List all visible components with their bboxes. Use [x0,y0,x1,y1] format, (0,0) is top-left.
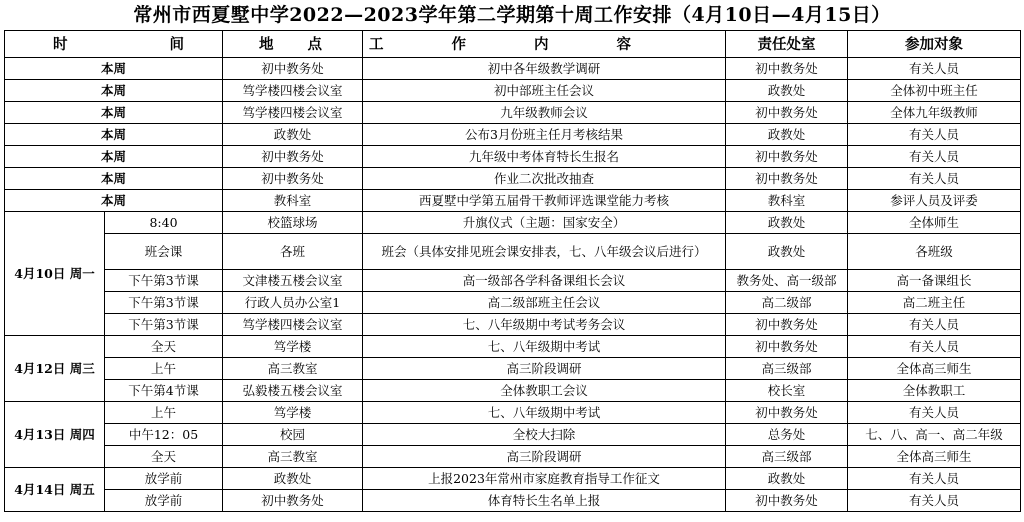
cell-dept: 初中教务处 [726,402,848,424]
cell-dept: 政教处 [726,80,848,102]
cell-dept: 初中教务处 [726,314,848,336]
table-row [5,234,1021,270]
cell-participants: 全体九年级教师 [848,102,1021,124]
cell-participants: 参评人员及评委 [848,190,1021,212]
cell-dept: 政教处 [726,212,848,234]
table-row [5,314,1021,336]
table-row [5,358,1021,380]
cell-content: 九年级教师会议 [363,102,726,124]
cell-day: 4月14日 周五 [5,468,105,512]
cell-place: 初中教务处 [223,146,363,168]
cell-time: 本周 [5,80,223,102]
schedule-table [4,30,1021,512]
table-row [5,490,1021,512]
cell-time: 班会课 [105,234,223,270]
cell-time: 本周 [5,190,223,212]
table-row [5,270,1021,292]
header-time [5,31,223,58]
header-place-b: 点 [307,35,322,53]
header-place-a: 地 [259,35,274,53]
cell-place: 校园 [223,424,363,446]
cell-content: 全体教职工会议 [363,380,726,402]
cell-content: 公布3月份班主任月考核结果 [363,124,726,146]
cell-participants: 各班级 [848,234,1021,270]
cell-participants: 全体高三师生 [848,358,1021,380]
cell-dept: 政教处 [726,234,848,270]
cell-time: 上午 [105,358,223,380]
cell-time: 全天 [105,336,223,358]
cell-dept: 校长室 [726,380,848,402]
cell-place: 政教处 [223,124,363,146]
table-row [5,102,1021,124]
cell-time: 本周 [5,146,223,168]
table-row [5,80,1021,102]
header-row [5,31,1021,58]
cell-day: 4月12日 周三 [5,336,105,402]
cell-place: 笃学楼 [223,402,363,424]
header-content-d: 容 [616,35,631,53]
header-dept: 责任处室 [726,31,848,58]
cell-dept: 高二级部 [726,292,848,314]
cell-place: 文津楼五楼会议室 [223,270,363,292]
table-row [5,58,1021,80]
header-content-b: 作 [451,35,466,53]
cell-content: 上报2023年常州市家庭教育指导工作征文 [363,468,726,490]
cell-participants: 有关人员 [848,490,1021,512]
cell-content: 作业二次批改抽查 [363,168,726,190]
cell-place: 教科室 [223,190,363,212]
cell-content: 七、八年级期中考试 [363,336,726,358]
header-content-c: 内 [534,35,549,53]
cell-day: 4月13日 周四 [5,402,105,468]
cell-dept: 高三级部 [726,358,848,380]
cell-place: 弘毅楼五楼会议室 [223,380,363,402]
cell-time: 放学前 [105,490,223,512]
cell-participants: 全体师生 [848,212,1021,234]
cell-time: 下午第3节课 [105,292,223,314]
cell-time: 8:40 [105,212,223,234]
cell-time: 本周 [5,168,223,190]
header-time-b: 间 [169,35,184,53]
cell-content: 高三阶段调研 [363,446,726,468]
cell-participants: 有关人员 [848,124,1021,146]
cell-participants: 有关人员 [848,468,1021,490]
cell-content: 西夏墅中学第五届骨干教师评选课堂能力考核 [363,190,726,212]
table-row [5,124,1021,146]
cell-time: 本周 [5,58,223,80]
cell-place: 高三教室 [223,446,363,468]
cell-dept: 初中教务处 [726,102,848,124]
table-row [5,424,1021,446]
cell-place: 政教处 [223,468,363,490]
cell-content: 初中部班主任会议 [363,80,726,102]
cell-content: 初中各年级教学调研 [363,58,726,80]
cell-content: 七、八年级期中考试 [363,402,726,424]
cell-time: 中午12：05 [105,424,223,446]
cell-time: 本周 [5,102,223,124]
cell-place: 初中教务处 [223,490,363,512]
cell-dept: 政教处 [726,124,848,146]
cell-participants: 高二班主任 [848,292,1021,314]
table-row [5,212,1021,234]
page-title: 常州市西夏墅中学2022—2023学年第二学期第十周工作安排（4月10日—4月15日） [133,4,891,26]
table-row [5,146,1021,168]
cell-place: 行政人员办公室1 [223,292,363,314]
cell-place: 初中教务处 [223,58,363,80]
cell-place: 初中教务处 [223,168,363,190]
cell-place: 各班 [223,234,363,270]
cell-participants: 有关人员 [848,336,1021,358]
cell-content: 体育特长生名单上报 [363,490,726,512]
table-row [5,402,1021,424]
cell-place: 高三教室 [223,358,363,380]
cell-place: 笃学楼 [223,336,363,358]
cell-content: 升旗仪式（主题：国家安全） [363,212,726,234]
table-row [5,380,1021,402]
cell-time: 下午第3节课 [105,314,223,336]
cell-participants: 七、八、高一、高二年级 [848,424,1021,446]
cell-dept: 初中教务处 [726,168,848,190]
cell-dept: 初中教务处 [726,490,848,512]
header-time-a: 时 [53,35,68,53]
cell-content: 高一级部各学科备课组长会议 [363,270,726,292]
cell-participants: 全体初中班主任 [848,80,1021,102]
cell-participants: 全体高三师生 [848,446,1021,468]
cell-place: 校篮球场 [223,212,363,234]
table-row [5,168,1021,190]
header-place [223,31,363,58]
cell-participants: 有关人员 [848,168,1021,190]
cell-content: 九年级中考体育特长生报名 [363,146,726,168]
cell-participants: 全体教职工 [848,380,1021,402]
cell-time: 下午第3节课 [105,270,223,292]
cell-place: 笃学楼四楼会议室 [223,314,363,336]
header-content [363,31,726,58]
cell-time: 本周 [5,124,223,146]
cell-time: 全天 [105,446,223,468]
cell-dept: 政教处 [726,468,848,490]
cell-participants: 有关人员 [848,314,1021,336]
table-row [5,446,1021,468]
cell-dept: 初中教务处 [726,146,848,168]
cell-dept: 初中教务处 [726,58,848,80]
cell-participants: 有关人员 [848,146,1021,168]
cell-participants: 有关人员 [848,402,1021,424]
header-content-a: 工 [369,35,384,53]
cell-day: 4月10日 周一 [5,212,105,336]
cell-participants: 有关人员 [848,58,1021,80]
cell-content: 全校大扫除 [363,424,726,446]
cell-dept: 高三级部 [726,446,848,468]
cell-dept: 初中教务处 [726,336,848,358]
cell-participants: 高一备课组长 [848,270,1021,292]
cell-time: 下午第4节课 [105,380,223,402]
cell-dept: 教科室 [726,190,848,212]
cell-content: 班会（具体安排见班会课安排表，七、八年级会议后进行） [363,234,726,270]
cell-content: 高三阶段调研 [363,358,726,380]
table-row [5,336,1021,358]
table-row [5,190,1021,212]
table-row [5,292,1021,314]
cell-content: 七、八年级期中考试考务会议 [363,314,726,336]
header-participants: 参加对象 [848,31,1021,58]
table-row [5,468,1021,490]
cell-place: 笃学楼四楼会议室 [223,102,363,124]
cell-place: 笃学楼四楼会议室 [223,80,363,102]
cell-time: 上午 [105,402,223,424]
cell-time: 放学前 [105,468,223,490]
cell-content: 高二级部班主任会议 [363,292,726,314]
cell-dept: 教务处、高一级部 [726,270,848,292]
cell-dept: 总务处 [726,424,848,446]
